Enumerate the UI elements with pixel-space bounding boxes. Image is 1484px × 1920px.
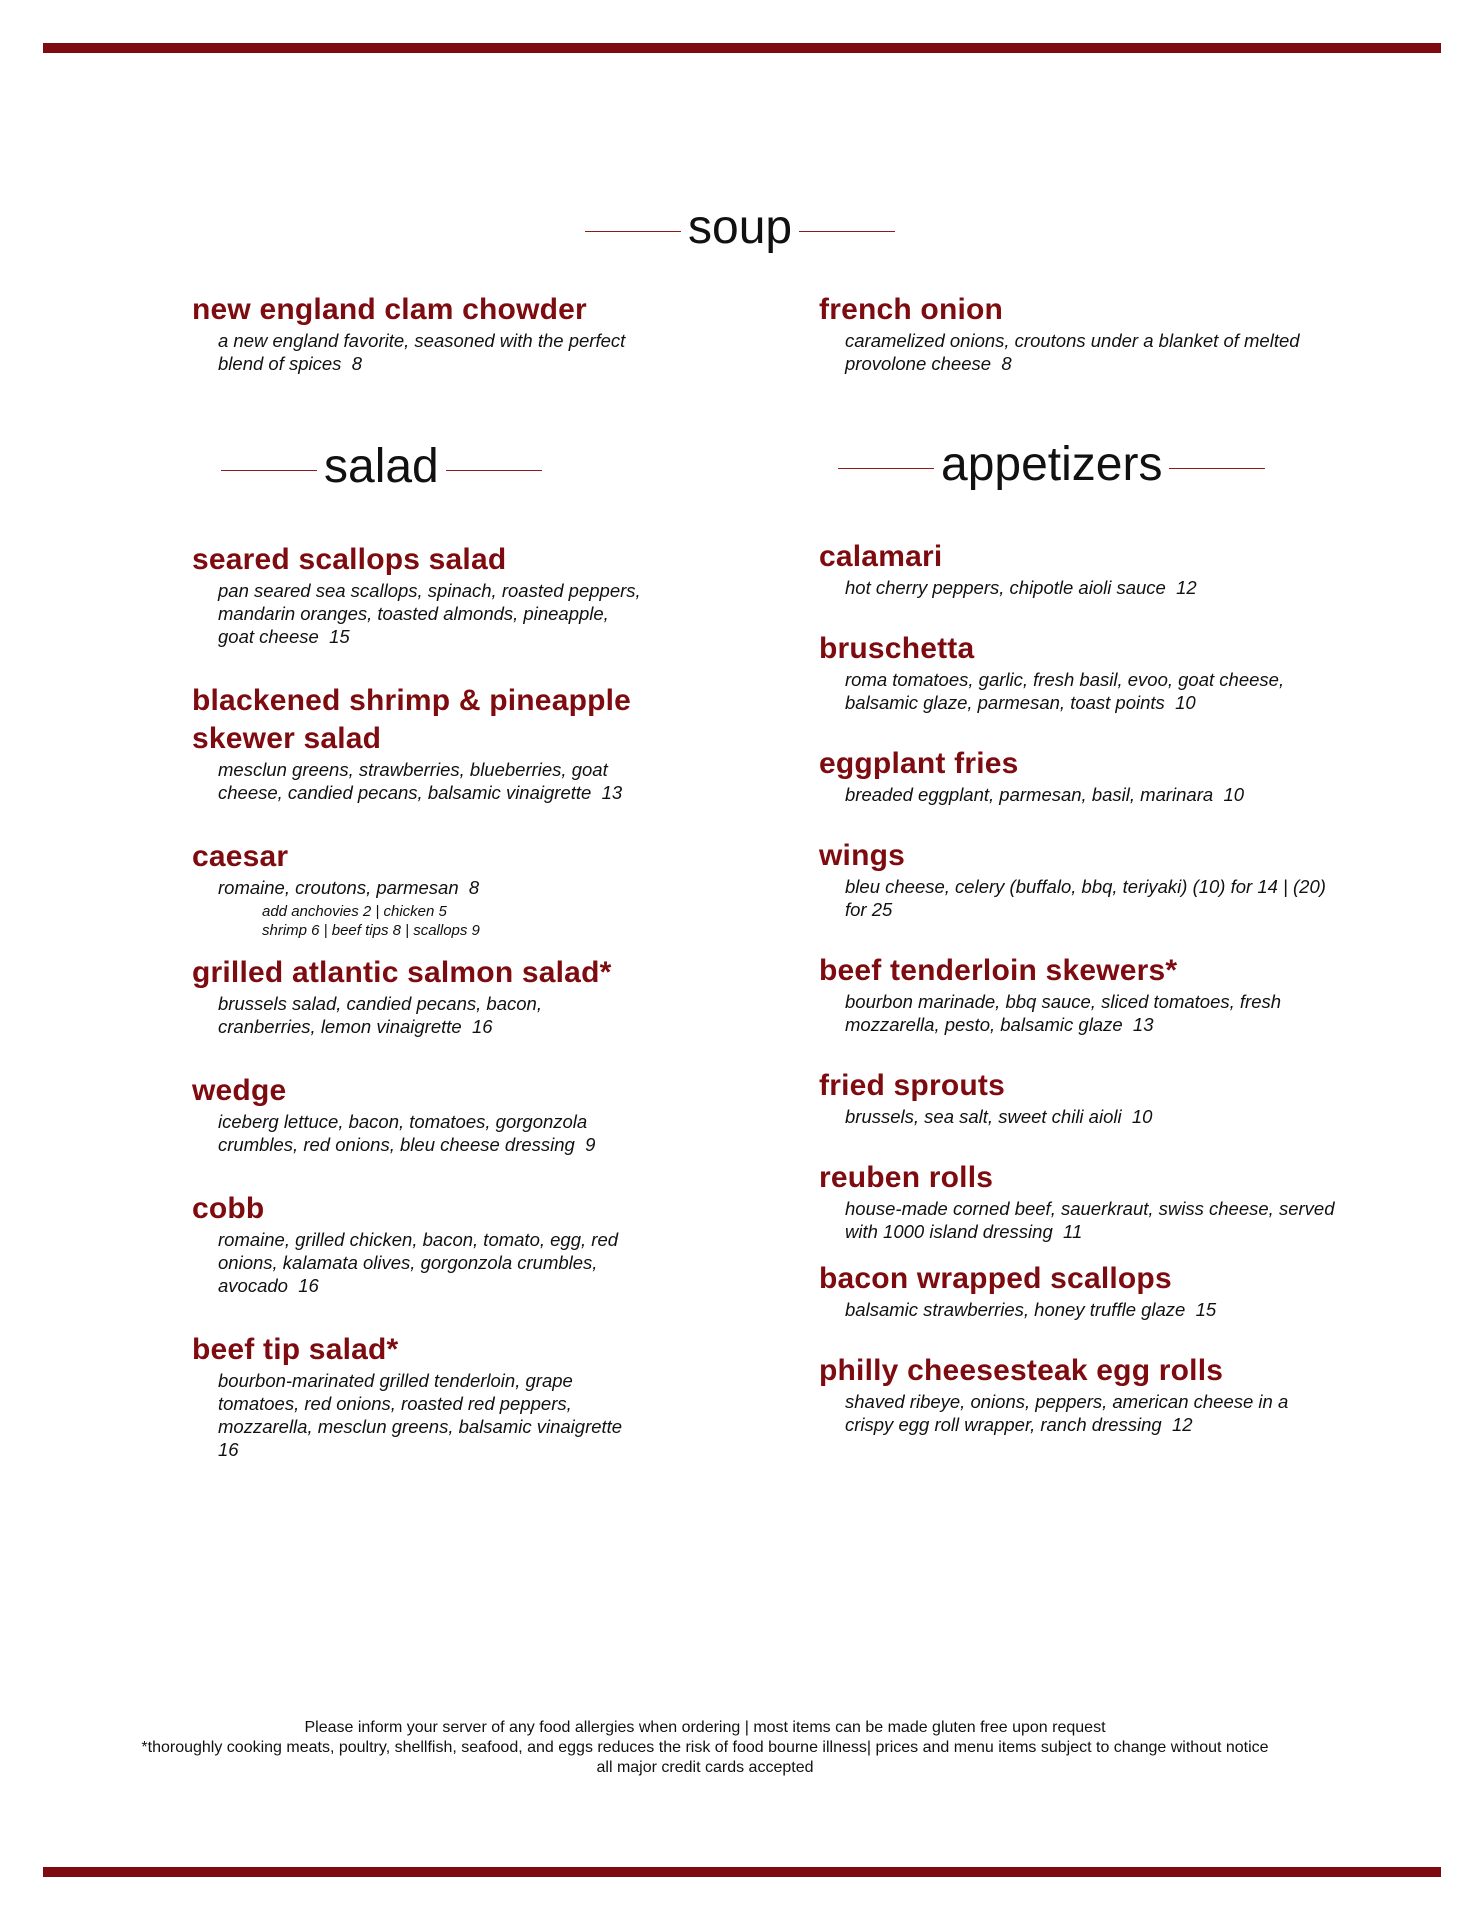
item-description — [845, 783, 1339, 806]
menu-item — [192, 291, 642, 375]
item-price: 8 — [1001, 353, 1012, 374]
item-desc-text: romaine, croutons, parmesan — [218, 877, 459, 898]
item-name: grilled atlantic salmon salad* — [192, 956, 612, 989]
menu-item — [819, 1067, 1339, 1128]
item-price: 13 — [601, 782, 623, 803]
item-description — [218, 1110, 642, 1156]
menu-item — [192, 682, 642, 804]
item-name: philly cheesesteak egg rolls — [819, 1354, 1224, 1387]
item-name: seared scallops salad — [192, 543, 507, 576]
top-border-bar — [43, 43, 1441, 53]
footer-allergy-note: Please inform your server of any food allergies when ordering | most items can be made gluten free upon request — [304, 1719, 1106, 1736]
menu-item — [192, 1331, 642, 1461]
item-name: reuben rolls — [819, 1161, 994, 1194]
item-description — [845, 668, 1339, 714]
item-price: 16 — [218, 1439, 239, 1460]
item-name: eggplant fries — [819, 747, 1019, 780]
item-description — [218, 329, 642, 375]
item-name: new england clam chowder — [192, 293, 587, 326]
item-name: beef tenderloin skewers* — [819, 954, 1178, 987]
item-price: 11 — [1063, 1221, 1083, 1242]
item-desc-text: brussels, sea salt, sweet chili aioli — [845, 1106, 1122, 1127]
heading-line-left — [585, 231, 681, 232]
addon-line: add anchovies 2 | chicken 5 — [262, 903, 447, 920]
salad-section-heading — [221, 440, 542, 497]
heading-line-right — [799, 231, 895, 232]
item-name: bruschetta — [819, 632, 975, 665]
item-price: 10 — [1175, 692, 1196, 713]
item-price: 8 — [468, 877, 480, 898]
item-desc-text: hot cherry peppers, chipotle aioli sauce — [845, 577, 1166, 598]
item-desc-text: a new england favorite, seasoned with the perfect blend of spices — [218, 330, 626, 374]
item-name: calamari — [819, 540, 943, 573]
menu-item — [819, 538, 1339, 599]
item-desc-text: balsamic strawberries, honey truffle glaze — [845, 1299, 1186, 1320]
menu-item — [819, 630, 1339, 714]
menu-item — [819, 1260, 1339, 1321]
item-price: 10 — [1131, 1106, 1153, 1127]
appetizers-column — [819, 538, 1339, 1436]
appetizers-section-heading — [838, 438, 1265, 495]
item-desc-text: bleu cheese, celery (buffalo, bbq, teriyaki) (10) for 14 | (20) for 25 — [845, 876, 1326, 920]
item-desc-text: pan seared sea scallops, spinach, roasted peppers, mandarin oranges, toasted almonds, pineapple, goat cheese — [218, 580, 641, 647]
item-price: 15 — [329, 626, 350, 647]
item-price: 9 — [585, 1134, 596, 1155]
menu-item — [819, 837, 1339, 921]
heading-line-right — [1169, 468, 1265, 469]
item-name: cobb — [192, 1192, 265, 1225]
item-name: bacon wrapped scallops — [819, 1262, 1172, 1295]
item-desc-text: mesclun greens, strawberries, blueberries, goat cheese, candied pecans, balsamic vinaigrette — [218, 759, 608, 803]
item-name: beef tip salad* — [192, 1333, 399, 1366]
item-price: 15 — [1195, 1299, 1217, 1320]
item-price: 16 — [298, 1275, 319, 1296]
item-description — [845, 875, 1339, 921]
item-desc-text: brussels salad, candied pecans, bacon, cranberries, lemon vinaigrette — [218, 993, 542, 1037]
item-price: 10 — [1223, 784, 1245, 805]
item-name: wedge — [192, 1074, 287, 1107]
item-name: fried sprouts — [819, 1069, 1005, 1102]
menu-footer — [0, 1718, 1410, 1778]
heading-line-right — [446, 470, 542, 471]
menu-item — [819, 1159, 1339, 1243]
salad-column — [192, 541, 642, 1461]
footer-food-safety-note: *thoroughly cooking meats, poultry, shellfish, seafood, and eggs reduces the risk of food bourne illness| prices and menu items subject to change without notice — [141, 1739, 1269, 1756]
item-description — [218, 1228, 642, 1297]
menu-item — [819, 952, 1339, 1036]
menu-item — [192, 1190, 642, 1297]
addon-line: shrimp 6 | beef tips 8 | scallops 9 — [262, 922, 480, 939]
soup-right-column — [819, 291, 1339, 375]
item-description — [218, 758, 642, 804]
item-description — [845, 990, 1339, 1036]
item-desc-text: breaded eggplant, parmesan, basil, marinara — [845, 784, 1214, 805]
item-desc-text: shaved ribeye, onions, peppers, american cheese in a crispy egg roll wrapper, ranch dressing — [845, 1391, 1289, 1435]
soup-section-heading — [585, 201, 895, 258]
item-addons — [262, 902, 642, 940]
item-desc-text: iceberg lettuce, bacon, tomatoes, gorgonzola crumbles, red onions, bleu cheese dressing — [218, 1111, 588, 1155]
item-name: wings — [819, 839, 906, 872]
menu-item — [192, 838, 642, 940]
item-description — [845, 576, 1339, 599]
menu-item — [192, 954, 642, 1038]
item-description — [218, 992, 642, 1038]
soup-left-column — [192, 291, 642, 375]
item-desc-text: romaine, grilled chicken, bacon, tomato, egg, red onions, kalamata olives, gorgonzola crumbles, avocado — [218, 1229, 619, 1296]
menu-item — [192, 1072, 642, 1156]
item-name: blackened shrimp & pineapple skewer salad — [192, 684, 632, 755]
item-name: caesar — [192, 840, 289, 873]
item-description — [845, 1197, 1339, 1243]
footer-payment-note: all major credit cards accepted — [596, 1759, 814, 1776]
salad-heading-title: salad — [324, 440, 439, 493]
item-description — [218, 579, 642, 648]
item-description — [845, 329, 1339, 375]
item-description — [218, 1369, 642, 1461]
item-desc-text: roma tomatoes, garlic, fresh basil, evoo, goat cheese, balsamic glaze, parmesan, toast points — [845, 669, 1285, 713]
item-name: french onion — [819, 293, 1004, 326]
item-description — [845, 1390, 1339, 1436]
menu-item — [819, 745, 1339, 806]
item-price: 16 — [471, 1016, 493, 1037]
appetizers-heading-title: appetizers — [941, 438, 1163, 491]
menu-item — [819, 1352, 1339, 1436]
item-desc-text: bourbon marinade, bbq sauce, sliced tomatoes, fresh mozzarella, pesto, balsamic glaze — [845, 991, 1282, 1035]
item-description — [218, 876, 642, 899]
item-price: 12 — [1176, 577, 1197, 598]
menu-item — [192, 541, 642, 648]
item-desc-text: house-made corned beef, sauerkraut, swiss cheese, served with 1000 island dressing — [845, 1198, 1335, 1242]
menu-item — [819, 291, 1339, 375]
heading-line-left — [221, 470, 317, 471]
item-price: 8 — [351, 353, 362, 374]
bottom-border-bar — [43, 1867, 1441, 1877]
soup-heading-title: soup — [688, 201, 793, 254]
item-description — [845, 1298, 1339, 1321]
item-desc-text: bourbon-marinated grilled tenderloin, grape tomatoes, red onions, roasted red peppers, mozzarella, mesclun greens, balsamic vinaigrette — [218, 1370, 623, 1437]
item-price: 12 — [1172, 1414, 1193, 1435]
heading-line-left — [838, 468, 934, 469]
item-price: 13 — [1132, 1014, 1154, 1035]
item-description — [845, 1105, 1339, 1128]
item-desc-text: caramelized onions, croutons under a blanket of melted provolone cheese — [845, 330, 1300, 374]
